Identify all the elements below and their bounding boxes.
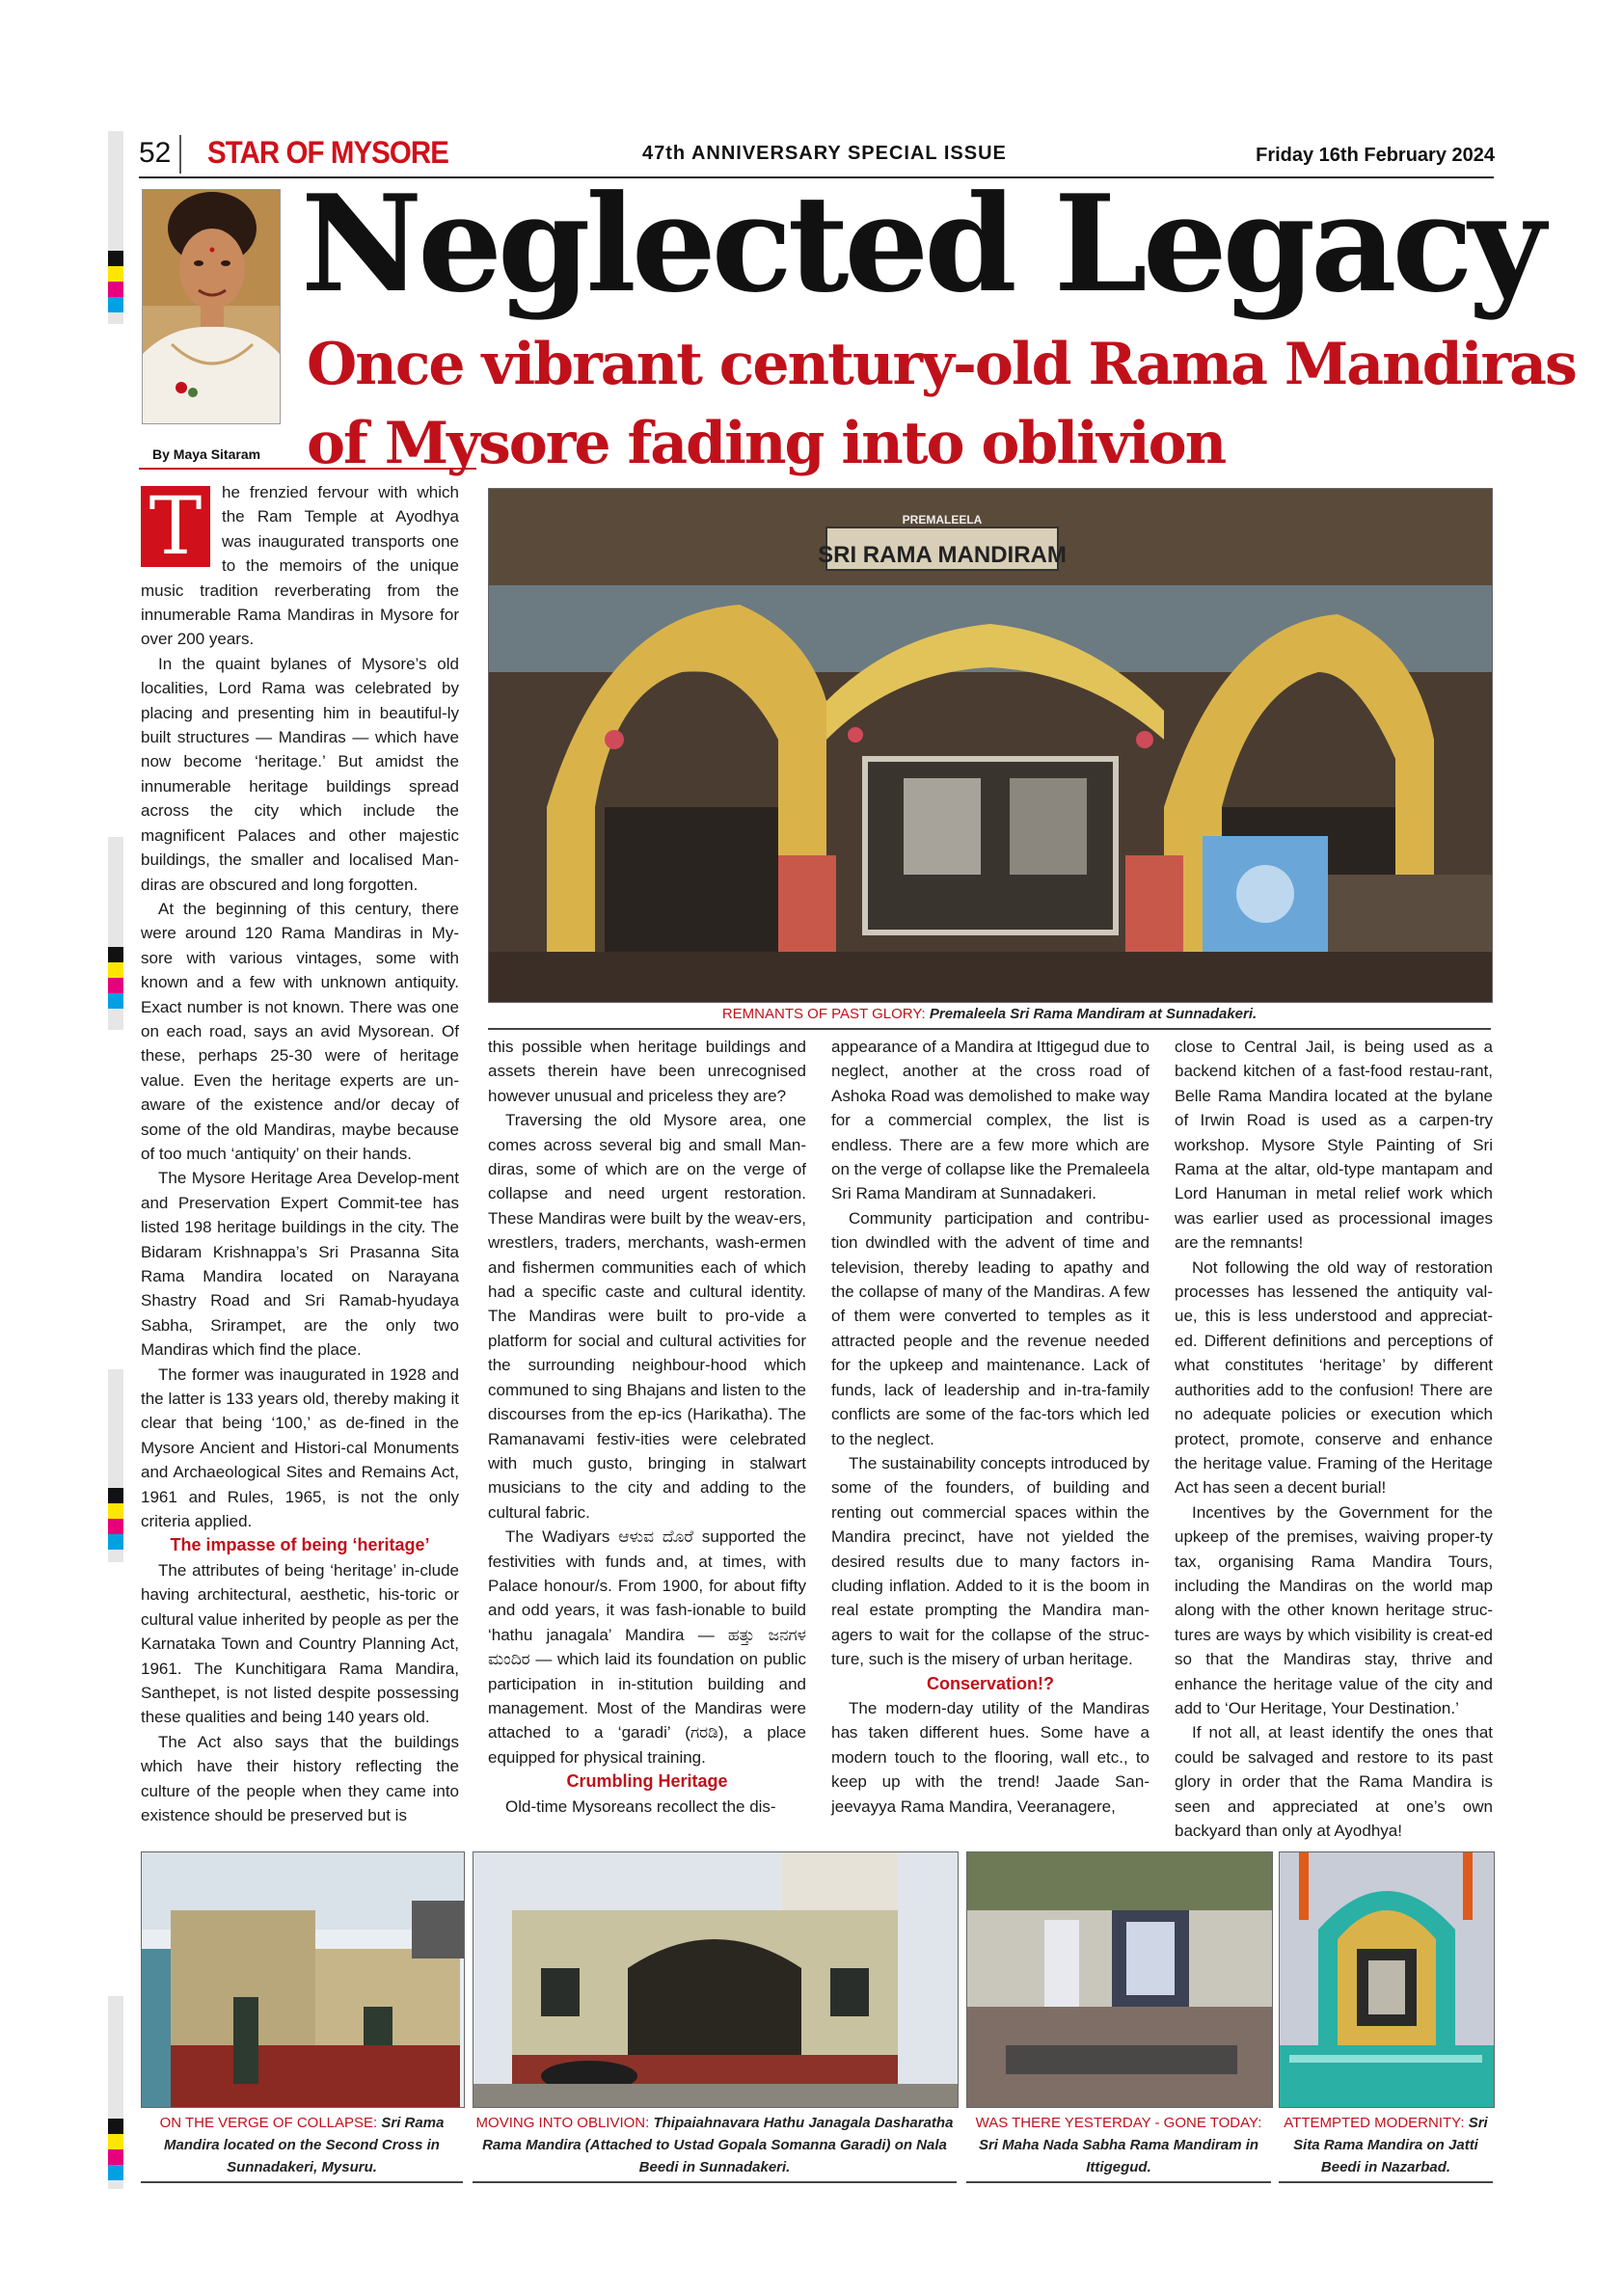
signboard-small-text: PREMALEELA	[902, 513, 983, 527]
article-paragraph: close to Central Jail, is being used as a backend kitchen of a fast-food restau-rant, Belle Rama Mandira located at the bylane of Irwin Road is used as a carpen-try workshop. Mysore Style Painting of Sri Rama at the altar, old-type mantapam and Lord Hanuman in metal relief work which was earlier used as processional images are the remnants!	[1175, 1038, 1493, 1253]
issue-date: Friday 16th February 2024	[1256, 145, 1495, 166]
caption-text: Thipaiahnavara Hathu Janagala Dasharatha Rama Mandira (Attached to Ustad Gopala Somanna Garadi) on Nala Beedi in Sunnadakeri.	[482, 2115, 954, 2175]
main-photo-premaleela-mandiram	[488, 488, 1493, 1003]
main-caption-rule	[488, 1028, 1491, 1030]
article-paragraph: If not all, at least identify the ones that could be salvaged and restore to its past glory in order that the Rama Mandira is seen and appreciated at one’s own backyard than only at Ayodhya!	[1175, 1723, 1493, 1840]
author-byline: By Maya Sitaram	[152, 446, 261, 462]
photo-second-cross-mandira	[141, 1851, 465, 2108]
color-swatch-magenta	[108, 2149, 123, 2165]
article-paragraph: At the beginning of this century, there were around 120 Rama Mandiras in My-sore with various vintages, some with known and a few with unknown antiquity. Exact number is not known. There was one on each road, says an avid Mysorean. Of these, perhaps 25-30 were of heritage value. Even the heritage experts are un-aware of the existence and/or decay of some of the old Mandiras, maybe because of too much ‘antiquity’ on their hands.	[141, 899, 459, 1163]
color-swatch-black	[108, 947, 123, 962]
article-column-1	[141, 480, 459, 1827]
headline-subtitle-line2: of Mysore fading into oblivion	[307, 410, 1226, 477]
author-photo	[142, 189, 281, 424]
photo-sita-rama-mandira	[1279, 1851, 1495, 2108]
article-paragraph: In the quaint bylanes of Mysore’s old localities, Lord Rama was celebrated by placing and presenting him in beautiful-ly built structures — Mandiras — which have now become ‘heritage.’ But amidst the innumerable heritage buildings spread across the city which include the magnificent Palaces and other majestic buildings, the smaller and localised Man-diras are obscured and long forgotten.	[141, 654, 459, 894]
article-paragraph: Incentives by the Government for the upkeep of the premises, waiving proper-ty tax, organising Rama Mandira Tours, including the Mandiras on the world map along with the other known heritage struc-tures are ways by which visibility is creat-ed so that the Mandiras stay, thrive and enhance the heritage value of the city and add to ‘Our Heritage, Your Destination.’	[1175, 1502, 1493, 1717]
signboard-text: SRI RAMA MANDIRAM	[818, 542, 1067, 568]
color-swatch-black	[108, 251, 123, 266]
main-caption-text: Premaleela Sri Rama Mandiram at Sunnadakeri.	[929, 1006, 1258, 1022]
main-photo-caption	[488, 1003, 1491, 1025]
color-swatch-cyan	[108, 1534, 123, 1550]
article-paragraph: The modern-day utility of the Mandiras has taken different hues. Some have a modern touch to the flooring, wall etc., to keep up with the trend! Jaade San-jeevayya Rama Mandira, Veeranagere,	[831, 1698, 1150, 1816]
article-column-3	[831, 1035, 1150, 1819]
article-column-2	[488, 1035, 806, 1819]
color-swatch-magenta	[108, 978, 123, 993]
color-swatch-cyan	[108, 2165, 123, 2180]
photo-maha-nada-sabha	[966, 1851, 1273, 2108]
article-paragraph: The Act also says that the buildings which have their history reflecting the culture of the people when they came into existence should be preserved but is	[141, 1732, 459, 1824]
caption-text: Sri Sita Rama Mandira on Jatti Beedi in Nazarbad.	[1293, 2115, 1488, 2175]
article-paragraph: Traversing the old Mysore area, one comes across several big and small Man-diras, some of which are on the verge of collapse and need urgent restoration. These Mandiras were built by the weav-ers, wrestlers, traders, merchants, wash-ermen and fishermen communities each of which had a specific caste and cultural identity. The Mandiras were built to pro-vide a platform for social and cultural activities for the surrounding neighbour-hood which communed to sing Bhajans and listen to the discourses from the ep-ics (Harikatha). The Ramanavami festiv-ities were celebrated with much gusto, bringing in stalwart musicians to the city and adding to the cultural fabric.	[488, 1111, 806, 1522]
article-column-4	[1175, 1035, 1493, 1843]
main-caption-lead: REMNANTS OF PAST GLORY:	[721, 1006, 926, 1022]
section-heading-conservation: Conservation!?	[926, 1673, 1054, 1693]
caption-text: Sri Rama Mandira located on the Second Cross in Sunnadakeri, Mysuru.	[164, 2115, 445, 2175]
caption-rule	[141, 2181, 463, 2183]
color-swatch-black	[108, 2119, 123, 2134]
color-swatch-magenta	[108, 282, 123, 297]
section-heading-crumbling: Crumbling Heritage	[566, 1771, 728, 1792]
page-number: 52	[139, 137, 172, 169]
article-paragraph: appearance of a Mandira at Ittigegud due to neglect, another at the cross road of Ashoka Road was demolished to make way for a commercial complex, the list is endless. There are a few more which are on the verge of collapse like the Premaleela Sri Rama Mandiram at Sunnadakeri.	[831, 1038, 1150, 1203]
article-paragraph: The sustainability concepts introduced by some of the founders, of building and renting out commercial spaces within the Mandira precinct, have not yielded the desired results due to many factors in-cluding inflation. Added to it is the boom in real estate prompting the Mandira man-agers to wait for the collapse of the struc-ture, such is the misery of urban heritage.	[831, 1453, 1150, 1669]
publication-logo: STAR OF MYSORE	[207, 135, 448, 170]
article-paragraph: he frenzied fervour with which the Ram Temple at Ayodhya was inaugurated transports one to the memoirs of the unique music tradition reverberating from the innumerable Rama Mandiras in Mysore for over 200 years.	[141, 483, 459, 649]
caption-lead: ON THE VERGE OF COLLAPSE:	[159, 2115, 378, 2131]
drop-cap: T	[141, 486, 210, 567]
article-paragraph: The Mysore Heritage Area Develop-ment and Preservation Expert Commit-tee has listed 198 heritage buildings in the city. The Bidaram Krishnappa’s Sri Prasanna Sita Rama Mandira located on Narayana Shastry Road and Sri Ramab-hyudaya Sabha, Srirampet, are the only two Mandiras which find the place.	[141, 1169, 459, 1360]
article-paragraph: Not following the old way of restoration processes has lessened the antiquity val-ue, this is less understood and appreciat-ed. Different definitions and perceptions of what constitutes ‘heritage’ by different authorities add to the confusion! There are no adequate policies or execution which protect, promote, conserve and enhance the heritage value. Framing of the Heritage Act has seen a decent burial!	[1175, 1257, 1493, 1498]
color-swatch-yellow	[108, 266, 123, 282]
caption-oblivion	[473, 2112, 957, 2178]
article-paragraph: The former was inaugurated in 1928 and the latter is 133 years old, thereby making it clear that being ‘100,’ as de-fined in the Mysore Ancient and Histori-cal Monuments and Archaeological Sites and Remains Act, 1961 and Rules, 1965, is not the only criteria applied.	[141, 1364, 459, 1531]
article-paragraph: Community participation and contribu-tion dwindled with the advent of time and television, thereby leading to apathy and the collapse of many of the Mandiras. A few of them were converted to temples as it attracted people and the revenue needed for the upkeep and maintenance. Lack of funds, lack of leadership and in-tra-family conflicts are some of the fac-tors which led to the neglect.	[831, 1208, 1150, 1448]
caption-lead: MOVING INTO OBLIVION:	[475, 2115, 650, 2131]
section-heading-impasse: The impasse of being ‘heritage’	[170, 1535, 430, 1555]
color-swatch-black	[108, 1488, 123, 1503]
caption-gone-today	[966, 2112, 1271, 2178]
caption-collapse	[141, 2112, 463, 2178]
article-paragraph: The attributes of being ‘heritage’ in-clude having architectural, aesthetic, his-toric or cultural value inherited by people as per the Karnataka Town and Country Planning Act, 1961. The Kunchitigara Rama Mandira, Santhepet, is not listed despite possessing these qualities and being 140 years old.	[141, 1560, 459, 1727]
color-swatch-magenta	[108, 1519, 123, 1534]
header-divider	[179, 135, 181, 174]
color-swatch-yellow	[108, 2134, 123, 2149]
color-swatch-cyan	[108, 993, 123, 1009]
color-swatch-yellow	[108, 1503, 123, 1519]
caption-modernity	[1279, 2112, 1493, 2178]
caption-rule	[966, 2181, 1271, 2183]
article-paragraph: Old-time Mysoreans recollect the dis-	[505, 1796, 776, 1816]
headline-subtitle-line1: Once vibrant century-old Rama Mandiras	[307, 331, 1576, 398]
photo-thipaiahnavara-mandira	[473, 1851, 959, 2108]
caption-lead: WAS THERE YESTERDAY - GONE TODAY:	[975, 2115, 1262, 2131]
color-swatch-cyan	[108, 297, 123, 312]
caption-rule	[1279, 2181, 1493, 2183]
issue-title: 47th ANNIVERSARY SPECIAL ISSUE	[642, 143, 1007, 164]
article-paragraph: this possible when heritage buildings and assets therein have been unrecognised however unusual and priceless they are?	[488, 1038, 806, 1105]
article-paragraph: The Wadiyars ಆಳುವ ದೊರೆ supported the festivities with funds and, at times, with Palace honour/s. From 1900, for about fifty and odd years, it was fash-ionable to build ‘hathu janagala’ Mandira — ಹತ್ತು ಜನಗಳ ಮಂದಿರ — which laid its foundation on public participation in in-stitution building and management. Most of the Mandiras were attached to a ‘garadi’ (ಗರಡಿ), a place equipped for physical training.	[488, 1527, 806, 1767]
caption-lead: ATTEMPTED MODERNITY:	[1284, 2115, 1465, 2131]
caption-text: Sri Maha Nada Sabha Rama Mandiram in Ittigegud.	[978, 2137, 1259, 2175]
headline-title: Neglected Legacy	[301, 165, 1541, 322]
color-swatch-yellow	[108, 962, 123, 978]
caption-rule	[473, 2181, 957, 2183]
